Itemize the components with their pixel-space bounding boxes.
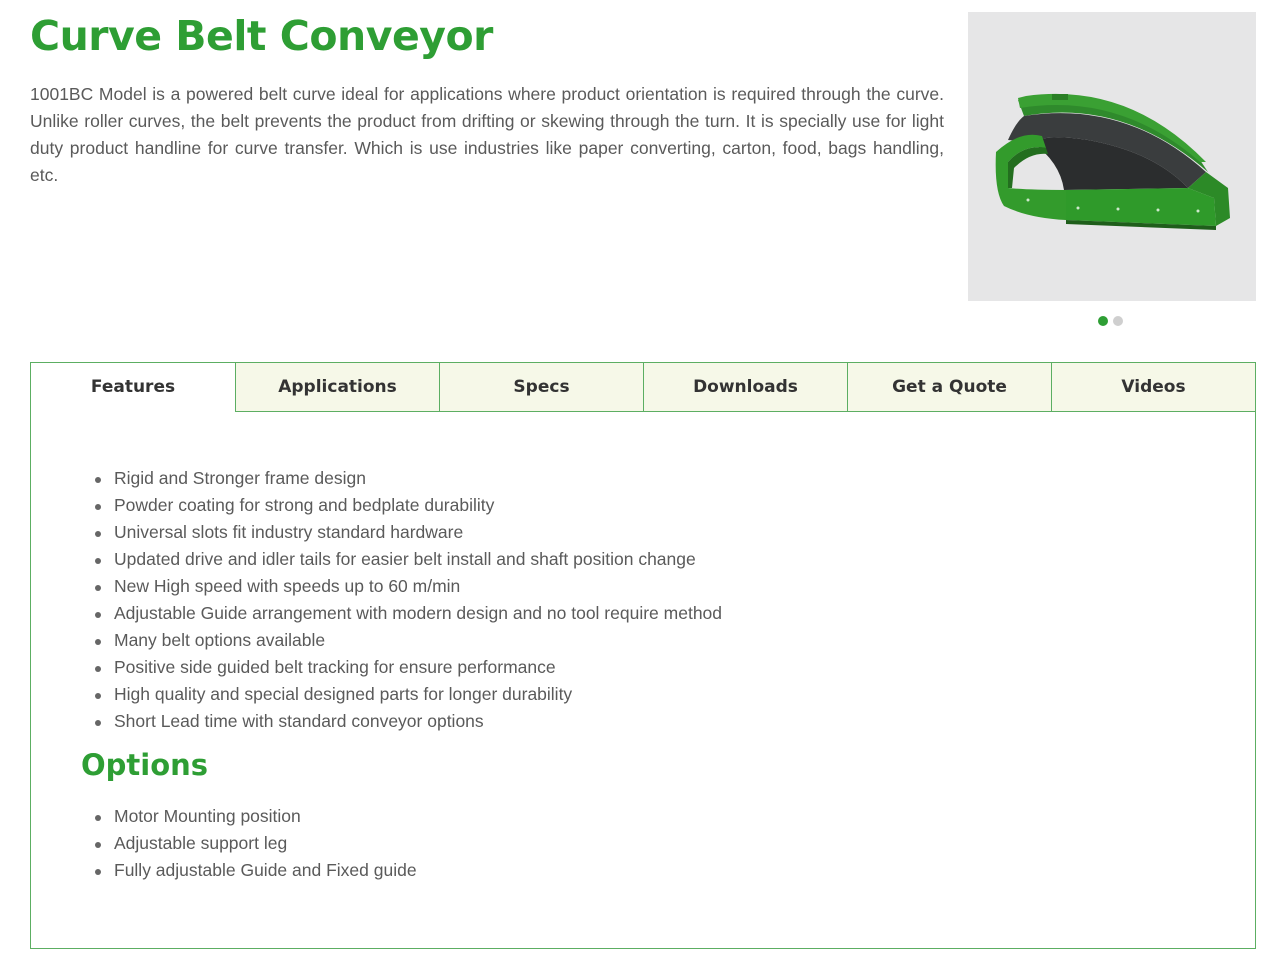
option-item: Motor Mounting position	[95, 803, 417, 830]
feature-item: Updated drive and idler tails for easier belt install and shaft position change	[95, 546, 722, 573]
product-header	[0, 0, 1263, 340]
tab-get-a-quote[interactable]: Get a Quote	[847, 363, 1051, 412]
product-description: 1001BC Model is a powered belt curve ideal for applications where product orientation is required through the curve. Unlike roller curves, the belt prevents the product from drifting or skewing through the turn. It is specially use for light duty product handline for curve transfer. Which is use industries like paper converting, carton, food, bags handling, etc.	[30, 84, 944, 185]
product-image[interactable]	[968, 12, 1256, 301]
carousel-dots	[1098, 316, 1123, 326]
options-title: Options	[81, 748, 209, 782]
page-title: Curve Belt Conveyor	[30, 12, 493, 60]
tab-specs[interactable]: Specs	[439, 363, 643, 412]
feature-item: Short Lead time with standard conveyor options	[95, 708, 722, 735]
product-tabs	[30, 362, 1256, 949]
curve-conveyor-illustration	[968, 12, 1256, 301]
tab-bar	[31, 363, 1255, 412]
tab-features[interactable]: Features	[31, 363, 235, 412]
features-list	[95, 465, 722, 735]
tab-applications[interactable]: Applications	[235, 363, 439, 412]
tab-downloads[interactable]: Downloads	[643, 363, 847, 412]
options-list	[95, 803, 417, 884]
option-item: Adjustable support leg	[95, 830, 417, 857]
carousel-dot-1[interactable]	[1098, 316, 1108, 326]
feature-item: Rigid and Stronger frame design	[95, 465, 722, 492]
carousel-dot-2[interactable]	[1113, 316, 1123, 326]
feature-item: Powder coating for strong and bedplate durability	[95, 492, 722, 519]
feature-item: Many belt options available	[95, 627, 722, 654]
feature-item: Universal slots fit industry standard hardware	[95, 519, 722, 546]
feature-item: New High speed with speeds up to 60 m/min	[95, 573, 722, 600]
feature-item: Positive side guided belt tracking for ensure performance	[95, 654, 722, 681]
option-item: Fully adjustable Guide and Fixed guide	[95, 857, 417, 884]
tab-videos[interactable]: Videos	[1051, 363, 1255, 412]
feature-item: High quality and special designed parts for longer durability	[95, 681, 722, 708]
feature-item: Adjustable Guide arrangement with modern design and no tool require method	[95, 600, 722, 627]
